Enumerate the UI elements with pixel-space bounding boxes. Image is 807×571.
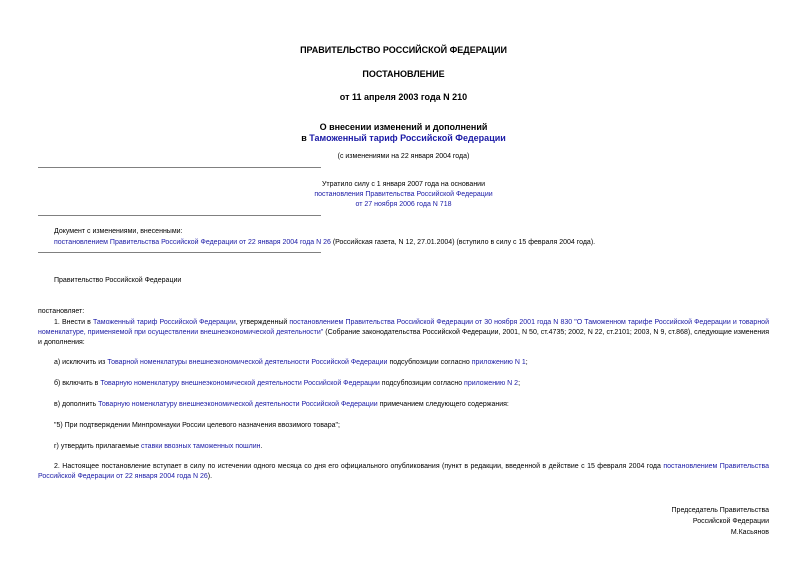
expiry-decree-date-link[interactable]: от 27 ноября 2006 года N 718: [355, 201, 452, 208]
item-b: [38, 379, 769, 389]
expired-notice-line3: [0, 200, 807, 210]
paragraph-text: (Собрание законодательства Российской Федерации, 2001, N 50, ст.4735; 2002, N 22, ст.2101; 2003, N 9, ст.868), следующие изменения и дополнения:: [38, 329, 770, 346]
item-text: ;: [525, 359, 528, 366]
item-text: подсубпозиции согласно: [389, 359, 470, 366]
paragraph-1: [38, 318, 769, 348]
signature-name: М.Касьянов: [730, 529, 769, 536]
signature-position: Председатель Правительства: [671, 507, 769, 514]
item-text: ;: [518, 380, 521, 387]
item-c: [38, 400, 769, 410]
document-title-line1: О внесении изменений и дополнений: [319, 122, 488, 132]
decree-830-link[interactable]: постановлением Правительства Российской Федерации от 30 ноября 2001 года N 830 "О Таможенном тарифе Российской Федерации и товарной номенклатуре, применяемой при осуществлении внешнеэкономической деятельности": [38, 319, 769, 336]
item-text: примечанием следующего содержания:: [379, 401, 509, 408]
item-text: б) включить в: [54, 380, 99, 387]
appendix-1-link[interactable]: приложению N 1: [471, 359, 526, 366]
paragraph-text: 1. Внести в: [54, 319, 91, 326]
expiry-decree-link[interactable]: постановления Правительства Российской Федерации: [314, 191, 493, 198]
divider: [38, 215, 321, 216]
document-title-line2: [0, 133, 807, 143]
paragraph-text: ).: [207, 473, 213, 480]
item-text: подсубпозиции согласно: [381, 380, 463, 387]
item-a: [38, 358, 769, 368]
amendments-reference: [54, 238, 595, 248]
government-heading: ПРАВИТЕЛЬСТВО РОССИЙСКОЙ ФЕДЕРАЦИИ: [300, 45, 507, 55]
amendment-publication-note: (Российская газета, N 12, 27.01.2004) (вступило в силу с 15 февраля 2004 года).: [332, 239, 596, 246]
item-d: [38, 442, 769, 452]
document-date-number: от 11 апреля 2003 года N 210: [339, 92, 468, 102]
paragraph-text: 2. Настоящее постановление вступает в силу по истечении одного месяца со дня его официального опубликования (пункт в редакции, введенной в действие с 15 февраля 2004 года: [54, 463, 661, 470]
commodity-nomenclature-link[interactable]: Товарной номенклатуры внешнеэкономической деятельности Российской Федерации: [107, 359, 388, 366]
import-duty-rates-link[interactable]: ставки ввозных таможенных пошлин: [141, 443, 261, 450]
amendment-decree-link[interactable]: постановлением Правительства Российской Федерации от 22 января 2004 года N 26: [54, 239, 331, 246]
amendment-decree-link[interactable]: постановлением Правительства Российской Федерации от 22 января 2004 года N 26: [38, 463, 770, 480]
signature-organization: Российской Федерации: [692, 518, 769, 525]
paragraph-2: [38, 462, 769, 482]
appendix-2-link[interactable]: приложению N 2: [464, 380, 519, 387]
decrees-word: постановляет:: [38, 308, 85, 315]
expired-notice-line2: [0, 190, 807, 200]
signature-block: [672, 505, 769, 538]
divider: [38, 252, 321, 253]
paragraph-text: , утвержденный: [235, 319, 288, 326]
quoted-note: "5) При подтверждении Минпромнауки России целевого назначения ввозимого товара";: [54, 422, 340, 429]
title-prefix: в: [301, 133, 307, 143]
document-type: ПОСТАНОВЛЕНИЕ: [362, 69, 445, 79]
customs-tariff-link[interactable]: Таможенный тариф Российской Федерации: [92, 319, 236, 326]
divider: [38, 167, 321, 168]
expired-notice-line1: Утратило силу с 1 января 2007 года на основании: [321, 181, 486, 188]
commodity-nomenclature-link[interactable]: Товарную номенклатуру внешнеэкономической деятельности Российской Федерации: [100, 380, 380, 387]
issuer: Правительство Российской Федерации: [54, 277, 182, 284]
item-text: в) дополнить: [54, 401, 97, 408]
customs-tariff-link[interactable]: Таможенный тариф Российской Федерации: [309, 133, 506, 143]
amendments-label: Документ с изменениями, внесенными:: [54, 228, 183, 235]
commodity-nomenclature-link[interactable]: Товарную номенклатуру внешнеэкономической деятельности Российской Федерации: [98, 401, 378, 408]
item-text: .: [260, 443, 263, 450]
item-text: а) исключить из: [54, 359, 106, 366]
item-text: г) утвердить прилагаемые: [54, 443, 140, 450]
revision-note: (с изменениями на 22 января 2004 года): [337, 153, 470, 160]
